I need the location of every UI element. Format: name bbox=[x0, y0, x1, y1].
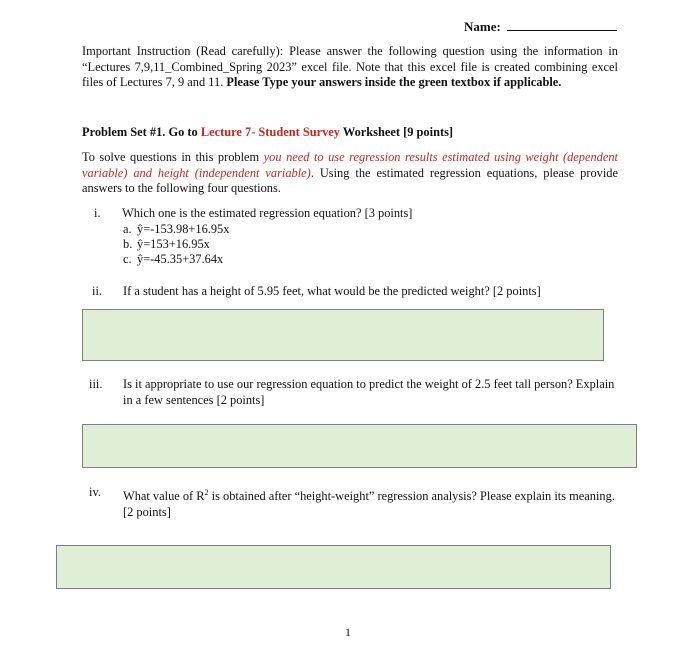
description-suffix: . Using the estimated regression equations, please provide answers to the following four questions. bbox=[82, 165, 618, 195]
question-number: iii. bbox=[89, 377, 103, 391]
question-text: If a student has a height of 5.95 feet, what would be the predicted weight? [2 points] bbox=[123, 284, 541, 298]
question-iv bbox=[89, 485, 623, 517]
worksheet-name: Lecture 7- Student Survey bbox=[200, 125, 341, 139]
option-text: ŷ=153+16.95x bbox=[137, 237, 210, 251]
question-text: Which one is the estimated regression equation? [3 points] bbox=[122, 206, 413, 220]
important-instruction bbox=[82, 44, 618, 91]
question-text: Is it appropriate to use our regression equation to predict the weight of 2.5 feet tall person? Explain in a few sentences [2 points] bbox=[123, 377, 615, 407]
problem-set-title bbox=[82, 125, 453, 140]
description-prefix: To solve questions in this problem bbox=[82, 150, 264, 164]
question-text-post: is obtained after “height-weight” regression analysis? Please explain its meaning. [2 points] bbox=[123, 489, 615, 519]
problem-set-description bbox=[82, 150, 618, 197]
page-number: 1 bbox=[345, 625, 351, 639]
option-c bbox=[123, 252, 223, 268]
name-blank-line bbox=[507, 18, 617, 31]
answer-textbox-iv[interactable] bbox=[56, 545, 611, 589]
question-iii bbox=[89, 377, 623, 409]
question-text bbox=[123, 485, 623, 520]
option-letter: a. bbox=[123, 222, 132, 236]
option-b bbox=[123, 237, 210, 253]
option-letter: b. bbox=[123, 237, 133, 251]
option-text: ŷ=-153.98+16.95x bbox=[137, 222, 230, 236]
option-letter: c. bbox=[123, 252, 132, 266]
problem-set-title-prefix: Problem Set #1. Go to bbox=[82, 125, 201, 139]
problem-set-title-suffix: Worksheet [9 points] bbox=[340, 125, 454, 139]
name-field-label bbox=[464, 18, 617, 35]
question-number: i. bbox=[94, 206, 101, 220]
question-text-pre: What value of R bbox=[123, 489, 205, 504]
question-number: ii. bbox=[92, 284, 102, 298]
description-highlight: you need to use regression results estimated using weight (dependent variable) and height (independent variable) bbox=[82, 150, 619, 180]
instruction-bold-text: Please Type your answers inside the green textbox if applicable. bbox=[226, 75, 562, 89]
option-text: ŷ=-45.35+37.64x bbox=[137, 252, 224, 266]
answer-textbox-ii[interactable] bbox=[82, 309, 604, 361]
instruction-text: Important Instruction (Read carefully): Please answer the following question using the information in “Lectures 7,9,11_Combined_Spring 2023” excel file. Note that this excel file is created combining excel files of Lectures 7, 9 and 11. bbox=[82, 44, 618, 89]
name-label: Name: bbox=[464, 19, 501, 34]
option-a bbox=[123, 222, 229, 238]
answer-textbox-iii[interactable] bbox=[82, 424, 637, 468]
superscript-two: 2 bbox=[204, 488, 209, 497]
question-number: iv. bbox=[89, 485, 101, 499]
